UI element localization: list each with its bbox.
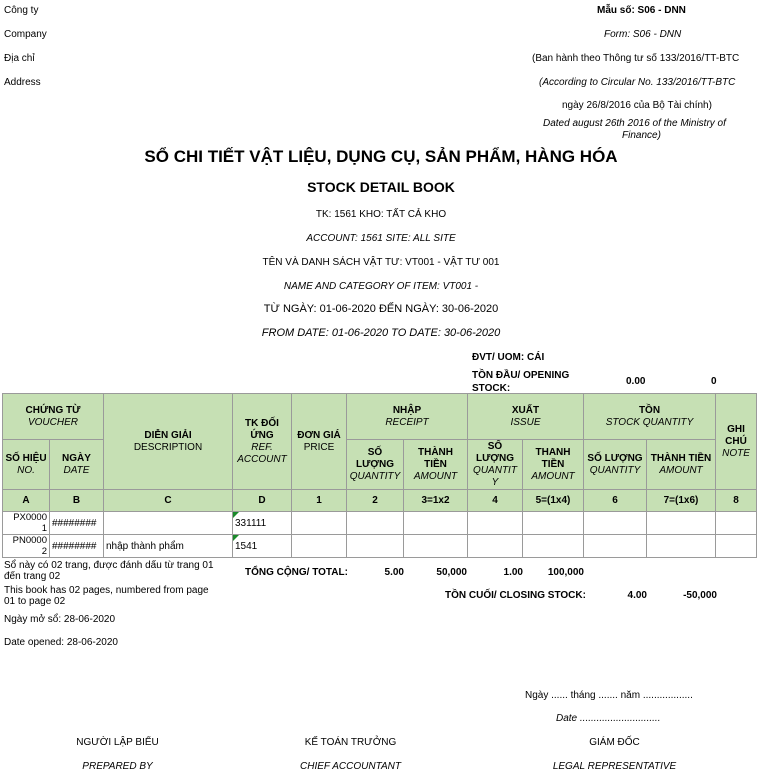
comment-marker-icon (233, 512, 239, 518)
total-issue-amount: 100,000 (547, 567, 584, 578)
col-code: C (104, 490, 233, 512)
price-cell[interactable] (292, 512, 347, 535)
col-code: 4 (468, 490, 523, 512)
account-line-en: ACCOUNT: 1561 SITE: ALL SITE (306, 233, 456, 244)
ref-account-cell[interactable]: 1541 (233, 535, 292, 558)
comment-marker-icon (233, 535, 239, 541)
issue-qty-cell[interactable] (468, 535, 523, 558)
director-title-vn: GIÁM ĐỐC (589, 737, 640, 748)
opening-label-1: TỒN ĐẦU/ OPENING (472, 370, 570, 381)
item-line-vn: TÊN VÀ DANH SÁCH VẬT TƯ: VT001 - VẬT TƯ 001 (262, 257, 500, 268)
voucher-date-header: NGÀY DATE (50, 440, 104, 490)
issue-amount-header: THANH TIỀN AMOUNT (523, 440, 584, 490)
book-title-en: STOCK DETAIL BOOK (307, 179, 455, 195)
uom-label: ĐVT/ UOM: CÁI (472, 352, 545, 363)
signature-date-vn: Ngày ...... tháng ....... năm .................. (525, 690, 693, 701)
voucher-header: CHỨNG TỪ VOUCHER (3, 394, 104, 440)
col-code: 5=(1x4) (523, 490, 584, 512)
price-header: ĐƠN GIÁ PRICE (292, 394, 347, 490)
closing-label: TỒN CUỐI/ CLOSING STOCK: (445, 590, 586, 601)
accountant-title-vn: KẾ TOÁN TRƯỞNG (304, 737, 397, 748)
preparer-title-vn: NGƯỜI LẬP BIỂU (76, 737, 159, 748)
opened-date-vn: Ngày mở sổ: 28-06-2020 (4, 614, 116, 625)
issue-qty-header: SỐ LƯỢNG QUANTIT Y (468, 440, 523, 490)
circular-date-en-2: Finance) (622, 130, 661, 141)
note-cell[interactable] (716, 512, 757, 535)
col-code: 2 (347, 490, 404, 512)
stock-amount-cell[interactable] (647, 512, 716, 535)
form-number-en: Form: S06 - DNN (604, 29, 682, 40)
voucher-no-cell[interactable]: PN0000 2 (3, 535, 50, 558)
stock-qty-header: SỐ LƯỢNG QUANTITY (584, 440, 647, 490)
total-receipt-qty: 5.00 (384, 567, 404, 578)
receipt-qty-cell[interactable] (347, 535, 404, 558)
col-code: 6 (584, 490, 647, 512)
opening-qty: 0 (711, 376, 717, 387)
price-cell[interactable] (292, 535, 347, 558)
address-label-en: Address (4, 77, 41, 88)
col-code: 7=(1x6) (647, 490, 716, 512)
pages-note-en: This book has 02 pages, numbered from page 01 to page 02 (4, 585, 209, 607)
circular-en: (According to Circular No. 133/2016/TT-BTC (539, 77, 736, 88)
pages-note-vn: Sổ này có 02 trang, được đánh dấu từ trang 01 đến trang 02 (4, 560, 214, 582)
table-row (3, 535, 757, 558)
stock-qty-cell[interactable] (584, 512, 647, 535)
opened-date-en: Date opened: 28-06-2020 (4, 637, 118, 648)
stock-header: TỒN STOCK QUANTITY (584, 394, 716, 440)
receipt-amount-header: THÀNH TIỀN AMOUNT (404, 440, 468, 490)
circular-vn: (Ban hành theo Thông tư số 133/2016/TT-BTC (532, 53, 740, 64)
signature-date-en: Date ............................. (556, 713, 661, 724)
company-label-en: Company (4, 29, 47, 40)
company-label-vn: Công ty (4, 5, 39, 16)
note-header: GHI CHÚ NOTE (716, 394, 757, 490)
receipt-amount-cell[interactable] (404, 535, 468, 558)
form-number-vn: Mẫu số: S06 - DNN (597, 5, 686, 16)
circular-date-en-1: Dated august 26th 2016 of the Ministry of (543, 118, 726, 129)
address-label-vn: Địa chỉ (4, 53, 35, 64)
total-label: TỔNG CỘNG/ TOTAL: (245, 567, 348, 578)
issue-amount-cell[interactable] (523, 535, 584, 558)
description-cell[interactable] (104, 512, 233, 535)
col-code: 1 (292, 490, 347, 512)
col-code: A (3, 490, 50, 512)
col-code: 8 (716, 490, 757, 512)
stock-amount-header: THÀNH TIỀN AMOUNT (647, 440, 716, 490)
description-header: DIỄN GIẢI DESCRIPTION (104, 394, 233, 490)
receipt-qty-cell[interactable] (347, 512, 404, 535)
total-receipt-amount: 50,000 (436, 567, 467, 578)
table-row (3, 512, 757, 535)
receipt-header: NHẬP RECEIPT (347, 394, 468, 440)
description-cell[interactable]: nhập thành phẩm (104, 535, 233, 558)
opening-amount: 0.00 (626, 376, 646, 387)
director-title-en: LEGAL REPRESENTATIVE (552, 761, 677, 772)
ref-account-header: TK ĐỐI ỨNG REF. ACCOUNT (233, 394, 292, 490)
period-line-vn: TỪ NGÀY: 01-06-2020 ĐẾN NGÀY: 30-06-2020 (263, 303, 499, 315)
total-issue-qty: 1.00 (503, 567, 523, 578)
accountant-title-en: CHIEF ACCOUNTANT (300, 761, 401, 772)
circular-date-vn: ngày 26/8/2016 của Bộ Tài chính) (562, 100, 712, 111)
receipt-qty-header: SỐ LƯỢNG QUANTITY (347, 440, 404, 490)
opening-label-2: STOCK: (472, 383, 511, 394)
closing-qty: 4.00 (627, 590, 647, 601)
col-code: 3=1x2 (404, 490, 468, 512)
stock-qty-cell[interactable] (584, 535, 647, 558)
stock-amount-cell[interactable] (647, 535, 716, 558)
col-code: B (50, 490, 104, 512)
note-cell[interactable] (716, 535, 757, 558)
col-code: D (233, 490, 292, 512)
voucher-date-cell[interactable]: ######## (50, 512, 104, 535)
voucher-date-cell[interactable]: ######## (50, 535, 104, 558)
column-code-row (3, 490, 757, 512)
stock-detail-table (2, 393, 757, 558)
period-line-en: FROM DATE: 01-06-2020 TO DATE: 30-06-2020 (261, 327, 501, 339)
voucher-no-cell[interactable]: PX0000 1 (3, 512, 50, 535)
book-title-vn: SỔ CHI TIẾT VẬT LIỆU, DỤNG CỤ, SẢN PHẨM, HÀNG HÓA (144, 147, 618, 166)
ref-account-cell[interactable]: 331111 (233, 512, 292, 535)
issue-qty-cell[interactable] (468, 512, 523, 535)
preparer-title-en: PREPARED BY (82, 761, 153, 772)
item-line-en: NAME AND CATEGORY OF ITEM: VT001 - (283, 281, 479, 292)
account-line-vn: TK: 1561 KHO: TẤT CẢ KHO (315, 209, 447, 220)
closing-amount: -50,000 (683, 590, 717, 601)
issue-amount-cell[interactable] (523, 512, 584, 535)
receipt-amount-cell[interactable] (404, 512, 468, 535)
voucher-no-header: SỐ HIỆU NO. (3, 440, 50, 490)
issue-header: XUẤT ISSUE (468, 394, 584, 440)
